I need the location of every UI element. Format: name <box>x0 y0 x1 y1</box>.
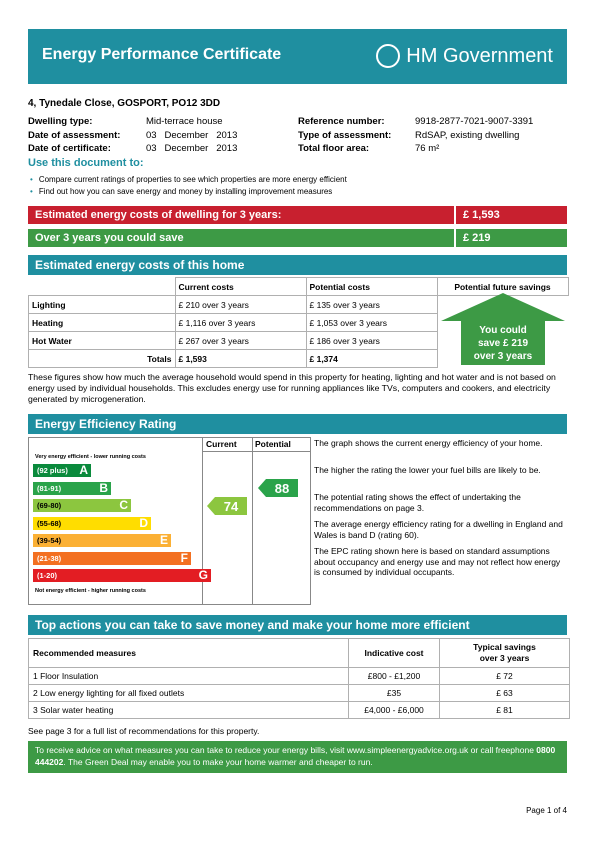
org-name: HM Government <box>406 44 553 67</box>
reference-number: 9918-2877-7021-9007-3391 <box>415 116 534 127</box>
rating-para: The EPC rating shown here is based on standard assumptions about occupancy and energy use and may not reflect how energy is consumed by individual occupants. <box>314 546 561 577</box>
certificate-date-label: Date of certificate: <box>28 143 111 154</box>
estimated-cost-label: Estimated energy costs of dwelling for 3 years: <box>35 209 282 221</box>
dwelling-type: Mid-terrace house <box>146 116 223 127</box>
use-bullet: • Compare current ratings of properties to see which properties are more energy efficient <box>30 175 347 184</box>
freephone-number: 0800 444202 <box>35 745 556 767</box>
table-header-row: Recommended measures Indicative cost Typical savings over 3 years <box>29 639 570 668</box>
savings-line-2: save £ 219 <box>477 338 529 349</box>
rating-para: The potential rating shows the effect of undertaking the recommendations on page 3. <box>314 492 521 513</box>
assessment-date-label: Date of assessment: <box>28 129 121 141</box>
could-save-label: Over 3 years you could save <box>35 232 184 244</box>
table-row: 2 Low energy lighting for all fixed outlets £35 £ 63 <box>29 685 570 702</box>
estimated-cost-value: £ 1,593 <box>463 209 500 221</box>
col-future-savings: Potential future savings <box>437 278 568 296</box>
potential-rating-value: 88 <box>274 481 290 496</box>
rating-band-letter: G <box>198 568 208 582</box>
see-page-note: See page 3 for a full list of recommendations for this property. <box>28 726 260 736</box>
rating-band-g <box>33 569 211 582</box>
potential-rating-arrow <box>258 479 298 497</box>
rating-band-range: (21-38) <box>37 553 62 563</box>
rating-band-c <box>33 499 131 512</box>
current-rating-value: 74 <box>223 498 239 514</box>
savings-line-1: You could <box>479 325 527 336</box>
use-heading: Use this document to: <box>28 157 144 169</box>
rating-band-f <box>33 552 191 565</box>
use-bullet: • Find out how you can save energy and money by installing improvement measures <box>30 187 333 196</box>
rating-band-range: (55-68) <box>37 518 62 528</box>
rating-band-range: (1-20) <box>37 571 58 580</box>
col-current-costs: Current costs <box>175 278 306 296</box>
rating-para: The graph shows the current energy efficiency of your home. <box>314 438 543 448</box>
details-left-values <box>146 115 237 156</box>
rating-band-range: (39-54) <box>37 536 62 545</box>
totals-row: Totals £ 1,593 £ 1,374 <box>29 350 569 368</box>
hm-government-logo <box>376 44 553 68</box>
rating-bottom-note: Not energy efficient - higher running costs <box>35 588 146 594</box>
rating-band-range: (69-80) <box>37 501 62 510</box>
rating-band-b <box>33 482 111 495</box>
table-row: 1 Floor Insulation £800 - £1,200 £ 72 <box>29 668 570 685</box>
table-row: Lighting £ 210 over 3 years £ 135 over 3 years <box>29 296 569 314</box>
rating-band-e <box>33 534 171 547</box>
could-save-value: £ 219 <box>463 232 491 244</box>
reference-label: Reference number: <box>298 116 385 127</box>
measures-table <box>28 638 570 719</box>
assessment-type-label: Type of assessment: <box>298 129 392 141</box>
could-save-bar <box>28 229 567 247</box>
page-title: Energy Performance Certificate <box>42 46 282 63</box>
savings-arrow-icon <box>441 293 565 365</box>
rating-col-potential: Potential <box>255 439 291 449</box>
rating-heading: Energy Efficiency Rating <box>28 414 567 434</box>
col-potential-costs: Potential costs <box>306 278 437 296</box>
rating-band-letter: F <box>180 550 188 565</box>
floor-area: 76 m² <box>415 143 440 154</box>
rating-band-letter: A <box>79 463 88 477</box>
table-row: Heating £ 1,116 over 3 years £ 1,053 over 3 years <box>29 314 569 332</box>
rating-band-d <box>33 517 151 530</box>
crest-icon <box>376 44 400 68</box>
costs-note: These figures show how much the average household would spend in this property for heating, lighting and hot water and is not based on energy used by individual households. This excludes energy use for running appliances like TVs, computers and cookers, and electricity generated by microgeneration. <box>28 372 556 404</box>
details-right <box>298 115 391 156</box>
rating-band-letter: B <box>99 480 108 495</box>
page-number: Page 1 of 4 <box>526 806 567 815</box>
rating-band-letter: D <box>139 515 148 530</box>
rating-band-range: (92 plus) <box>37 466 68 475</box>
rating-para: The higher the rating the lower your fuel bills are likely to be. <box>314 465 541 475</box>
costs-heading: Estimated energy costs of this home <box>28 255 567 275</box>
rating-para: The average energy efficiency rating for a dwelling in England and Wales is band D (rating 60). <box>314 519 563 540</box>
rating-band-letter: E <box>159 533 168 547</box>
rating-top-note: Very energy efficient - lower running costs <box>35 454 146 460</box>
rating-band-letter: C <box>119 498 128 512</box>
floor-area-label: Total floor area: <box>298 143 370 154</box>
rating-band-range: (81-91) <box>37 483 62 493</box>
details-right-values <box>415 115 533 156</box>
assessment-type: RdSAP, existing dwelling <box>415 129 520 141</box>
property-address: 4, Tynedale Close, GOSPORT, PO12 3DD <box>28 98 221 109</box>
table-row: 3 Solar water heating £4,000 - £6,000 £ 81 <box>29 702 570 719</box>
current-rating-arrow <box>207 497 247 515</box>
details-left <box>28 115 120 156</box>
actions-heading: Top actions you can take to save money and make your home more efficient <box>28 615 567 635</box>
certificate-date: 03 December 2013 <box>146 143 238 154</box>
header-bar <box>28 29 567 84</box>
advice-footer: To receive advice on what measures you can take to reduce your energy bills, visit www.simpleenergyadvice.org.uk or call freephone 0800 444202. The Green Deal may enable you to make your home warmer and cheaper to run. <box>28 741 567 773</box>
table-row: Hot Water £ 267 over 3 years £ 186 over 3 years <box>29 332 569 350</box>
estimated-cost-bar <box>28 206 567 224</box>
dwelling-type-label: Dwelling type: <box>28 116 93 127</box>
assessment-date: 03 December 2013 <box>146 129 238 141</box>
rating-band-a <box>33 464 91 477</box>
rating-col-current: Current <box>206 439 237 449</box>
savings-line-3: over 3 years <box>473 351 533 362</box>
rating-chart <box>28 437 311 605</box>
